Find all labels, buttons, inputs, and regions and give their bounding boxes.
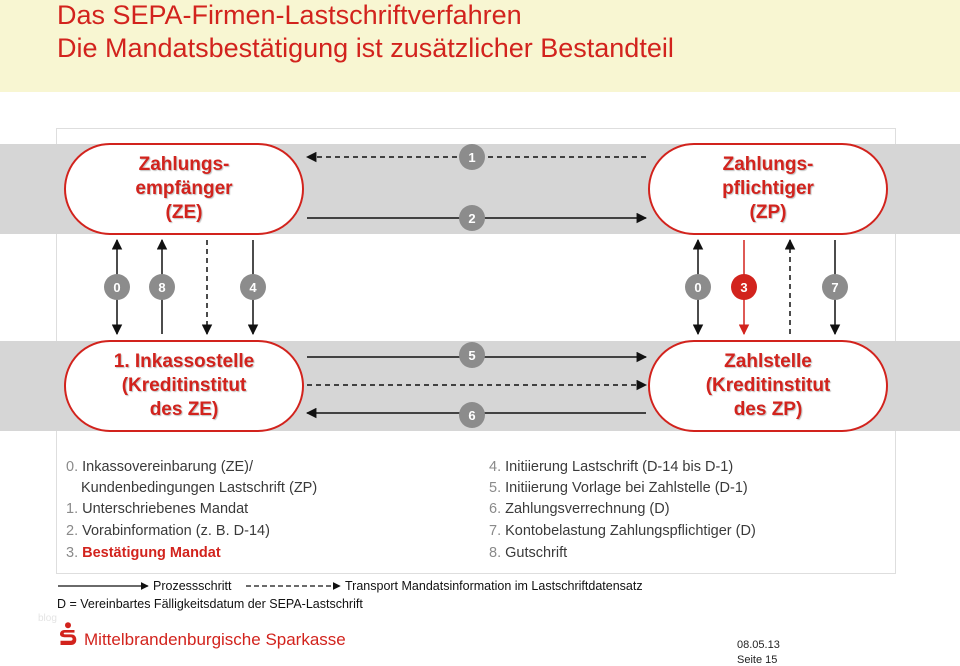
node-zahlstelle-line3: des ZP) — [733, 399, 803, 420]
step-number: 7. — [489, 523, 502, 539]
step-item — [66, 498, 248, 520]
step-item — [489, 520, 756, 542]
step-number: 6. — [489, 501, 502, 517]
step-marker-left-0: 0 — [104, 274, 130, 300]
node-zahlstelle-line1: Zahlstelle — [724, 351, 812, 372]
node-ze-line2: empfänger — [135, 178, 233, 199]
sparkasse-logo-icon — [58, 622, 78, 646]
bank-name: Mittelbrandenburgische Sparkasse — [84, 630, 346, 649]
step-marker-left-4: 4 — [240, 274, 266, 300]
step-text: Initiierung Lastschrift (D-14 bis D-1) — [505, 459, 734, 475]
node-ze-line3: (ZE) — [165, 202, 203, 223]
step-text: Zahlungsverrechnung (D) — [505, 501, 670, 517]
step-item — [66, 477, 317, 499]
step-item — [489, 477, 748, 499]
step-text: Vorabinformation (z. B. D-14) — [82, 523, 270, 539]
step-marker-right-0: 0 — [685, 274, 711, 300]
step-number: 3. — [66, 545, 79, 561]
page-subtitle: Die Mandatsbestätigung ist zusätzlicher Bestandteil — [57, 33, 674, 63]
node-zahlstelle — [648, 340, 888, 432]
node-inkasso-line2: (Kreditinstitut — [121, 375, 247, 396]
step-text: Initiierung Vorlage bei Zahlstelle (D-1) — [505, 480, 748, 496]
node-ze-line1: Zahlungs- — [138, 154, 230, 175]
step-text: Kundenbedingungen Lastschrift (ZP) — [81, 480, 318, 496]
step-item — [489, 542, 567, 564]
step-item — [489, 498, 670, 520]
step-item — [66, 456, 253, 478]
step-marker-6: 6 — [459, 402, 485, 428]
step-number: 0. — [66, 459, 79, 475]
footer-date: 08.05.13 — [737, 639, 780, 651]
step-number: 2. — [66, 523, 79, 539]
step-item-highlight — [66, 542, 221, 564]
node-zahlungsempfaenger — [64, 143, 304, 235]
step-text: Unterschriebenes Mandat — [82, 501, 249, 517]
step-number: 8. — [489, 545, 502, 561]
legend-due-date-note: D = Vereinbartes Fälligkeitsdatum der SEPA-Lastschrift — [57, 597, 363, 611]
node-zahlungspflichtiger — [648, 143, 888, 235]
step-number: 4. — [489, 459, 502, 475]
node-inkasso-line3: des ZE) — [149, 399, 219, 420]
step-text: Gutschrift — [505, 545, 568, 561]
page-title: Das SEPA-Firmen-Lastschriftverfahren — [57, 0, 522, 30]
step-marker-2: 2 — [459, 205, 485, 231]
node-zp-line1: Zahlungs- — [722, 154, 814, 175]
legend-solid-label: Prozessschritt — [153, 579, 232, 593]
step-item — [66, 520, 270, 542]
step-marker-5: 5 — [459, 342, 485, 368]
node-zahlstelle-line2: (Kreditinstitut — [705, 375, 831, 396]
step-marker-right-7: 7 — [822, 274, 848, 300]
step-marker-left-8: 8 — [149, 274, 175, 300]
node-inkassostelle — [64, 340, 304, 432]
step-text: Kontobelastung Zahlungspflichtiger (D) — [505, 523, 756, 539]
step-number: 1. — [66, 501, 79, 517]
footer-page: Seite 15 — [737, 654, 778, 666]
node-inkasso-line1: 1. Inkassostelle — [113, 351, 255, 372]
step-item — [489, 456, 733, 478]
legend-dashed-label: Transport Mandatsinformation im Lastschriftdatensatz — [345, 579, 643, 593]
step-text: Inkassovereinbarung (ZE)/ — [82, 459, 253, 475]
step-text: Bestätigung Mandat — [82, 545, 221, 561]
node-zp-line2: pflichtiger — [722, 178, 814, 199]
step-number: 5. — [489, 480, 502, 496]
step-marker-right-3: 3 — [731, 274, 757, 300]
watermark-text: blog — [38, 613, 57, 624]
node-zp-line3: (ZP) — [749, 202, 787, 223]
step-marker-1: 1 — [459, 144, 485, 170]
